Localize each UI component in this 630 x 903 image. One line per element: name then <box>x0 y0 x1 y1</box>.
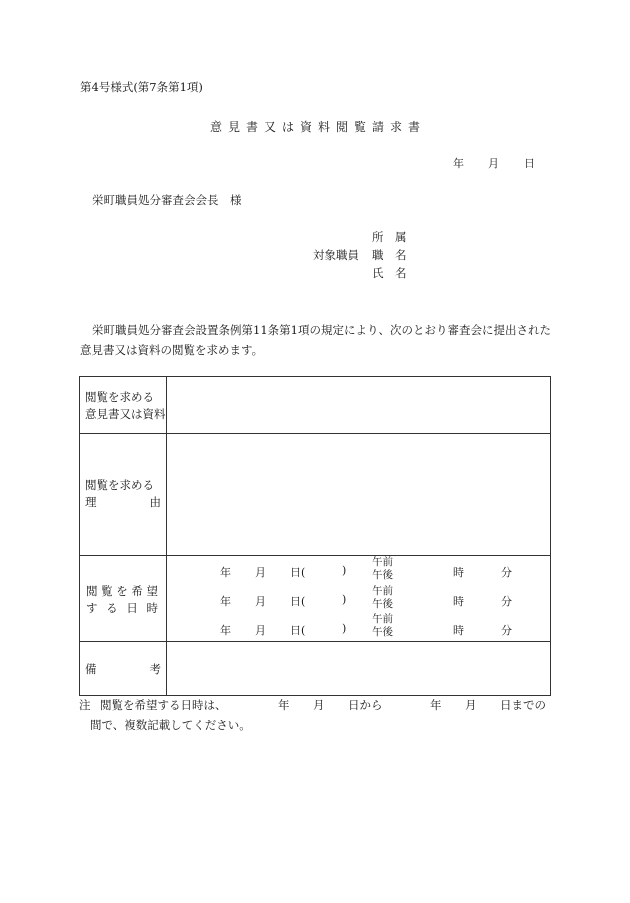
affiliation-label-2: 属 <box>395 230 407 244</box>
note-year-to: 年 <box>430 698 442 712</box>
note-year-from: 年 <box>278 698 290 712</box>
slot2-day: 日( <box>290 595 306 608</box>
slot1-pm: 午後 <box>372 569 393 581</box>
table-row-divider <box>80 555 550 556</box>
slot3-paren-close: ) <box>342 622 347 635</box>
reason-label-line1: 閲覧を求める <box>85 478 154 492</box>
remarks-char: 備 <box>85 662 97 676</box>
remarks-char: 考 <box>149 662 161 676</box>
slot1-year: 年 <box>220 566 231 579</box>
label-char: す <box>86 600 98 615</box>
slot2-hour: 時 <box>453 595 464 608</box>
label-char: 希 <box>131 584 143 598</box>
name-label-2: 名 <box>395 266 407 280</box>
reason-char: 由 <box>149 494 161 509</box>
label-char: を <box>116 584 128 598</box>
label-char: 閲 <box>86 584 98 598</box>
note-day-to: 日までの <box>500 698 546 712</box>
date-month-label: 月 <box>488 157 499 170</box>
page-title: 意見書又は資料閲覧請求書 <box>209 120 426 134</box>
remarks-label <box>85 661 161 678</box>
table-row-divider <box>80 433 550 434</box>
slot1-paren-close: ) <box>342 564 347 577</box>
slot1-minute: 分 <box>501 566 512 579</box>
label-char: 覧 <box>101 584 113 598</box>
desired-datetime-line2 <box>86 600 158 617</box>
intro-text-line1: 栄町職員処分審査会設置条例第11条第1項の規定により、次のとおり審査会に提出された <box>92 323 551 337</box>
label-char: る <box>106 600 118 615</box>
slot2-pm: 午後 <box>372 598 393 610</box>
requester-label: 対象職員 <box>313 248 359 262</box>
addressee: 栄町職員処分審査会会長 様 <box>92 193 242 207</box>
position-label-1: 職 <box>372 248 384 262</box>
slot1-day: 日( <box>290 566 306 579</box>
form-number: 第4号様式(第7条第1項) <box>80 80 203 94</box>
slot1-month: 月 <box>255 566 266 579</box>
slot2-month: 月 <box>255 595 266 608</box>
slot2-minute: 分 <box>501 595 512 608</box>
desired-datetime-label <box>86 583 158 616</box>
slot3-hour: 時 <box>453 624 464 637</box>
documents-label-line1: 閲覧を求める <box>85 390 154 404</box>
slot2-paren-close: ) <box>342 593 347 606</box>
request-table <box>79 376 551 696</box>
position-label-2: 名 <box>395 248 407 262</box>
table-row-divider <box>80 641 550 642</box>
reason-label <box>85 477 161 510</box>
reason-label-line2 <box>85 494 161 511</box>
note-month-to: 月 <box>465 698 477 712</box>
label-char: 日 <box>126 600 138 615</box>
slot2-am: 午前 <box>372 585 393 597</box>
date-year-label: 年 <box>453 157 464 170</box>
label-char: 時 <box>146 600 158 615</box>
slot3-day: 日( <box>290 624 306 637</box>
note-prefix: 注 <box>79 698 91 712</box>
slot3-minute: 分 <box>501 624 512 637</box>
slot3-year: 年 <box>220 624 231 637</box>
name-label-1: 氏 <box>372 266 384 280</box>
documents-label-line2: 意見書又は資料 <box>85 406 166 421</box>
slot1-hour: 時 <box>453 566 464 579</box>
documents-label <box>85 389 166 422</box>
note-month-from: 月 <box>313 698 325 712</box>
desired-datetime-line1 <box>86 583 158 600</box>
note-line2: 間で、複数記載してください。 <box>90 718 251 732</box>
table-divider-vertical <box>166 377 167 695</box>
intro-text-line2: 意見書又は資料の閲覧を求めます。 <box>80 343 264 357</box>
slot3-pm: 午後 <box>372 626 393 638</box>
date-day-label: 日 <box>524 157 535 170</box>
note-day-from: 日から <box>348 698 383 712</box>
slot3-month: 月 <box>255 624 266 637</box>
slot3-am: 午前 <box>372 613 393 625</box>
label-char: 望 <box>146 584 158 598</box>
reason-char: 理 <box>85 494 97 509</box>
affiliation-label-1: 所 <box>372 230 384 244</box>
slot2-year: 年 <box>220 595 231 608</box>
slot1-am: 午前 <box>372 556 393 568</box>
note-lead: 閲覧を希望する日時は、 <box>100 698 227 712</box>
